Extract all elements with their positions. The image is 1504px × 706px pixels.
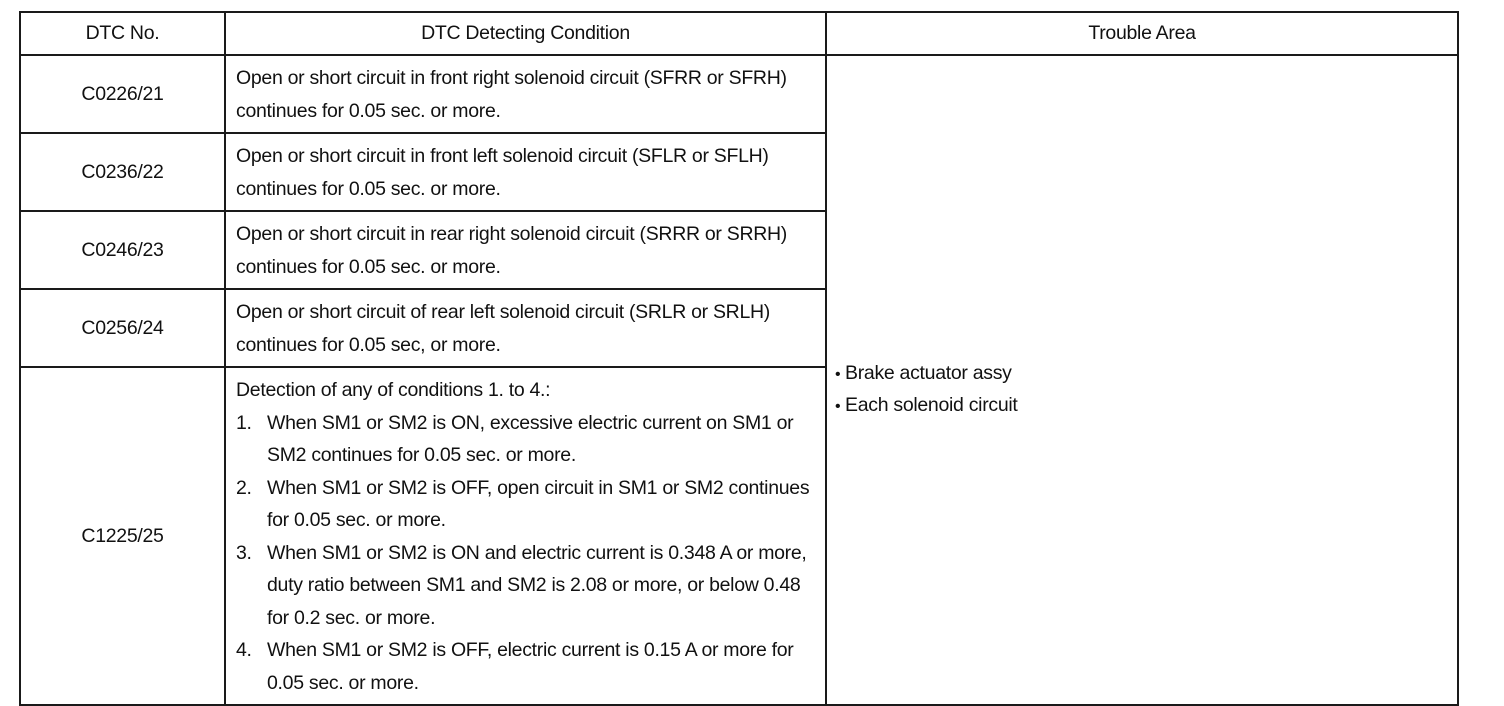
dtc-code: C0236/22 bbox=[20, 133, 225, 211]
condition-list bbox=[236, 407, 815, 700]
condition-number: 1. bbox=[236, 411, 252, 434]
header-trouble-area: Trouble Area bbox=[826, 12, 1458, 55]
trouble-area-list bbox=[835, 358, 1451, 422]
trouble-area-item bbox=[835, 390, 1451, 422]
trouble-area-cell bbox=[826, 55, 1458, 705]
trouble-area-item-label: Brake actuator assy bbox=[845, 362, 1012, 384]
condition-text: When SM1 or SM2 is ON, excessive electric current on SM1 or SM2 continues for 0.05 sec. or more. bbox=[267, 411, 794, 466]
condition-item bbox=[236, 537, 815, 635]
condition-item bbox=[236, 407, 815, 472]
header-detecting-condition: DTC Detecting Condition bbox=[225, 12, 826, 55]
condition-number: 3. bbox=[236, 541, 252, 564]
condition-text: When SM1 or SM2 is OFF, electric current is 0.15 A or more for 0.05 sec. or more. bbox=[267, 639, 794, 694]
detecting-condition: Open or short circuit of rear left solenoid circuit (SRLR or SRLH) continues for 0.05 sec, or more. bbox=[225, 289, 826, 367]
dtc-code: C0226/21 bbox=[20, 55, 225, 133]
condition-text: When SM1 or SM2 is OFF, open circuit in SM1 or SM2 continues for 0.05 sec. or more. bbox=[267, 476, 810, 531]
header-dtc-no: DTC No. bbox=[20, 12, 225, 55]
trouble-area-item-label: Each solenoid circuit bbox=[845, 394, 1018, 416]
bullet-icon: • bbox=[835, 398, 841, 415]
condition-number: 2. bbox=[236, 476, 252, 499]
detecting-condition: Open or short circuit in front right solenoid circuit (SFRR or SFRH) continues for 0.05 sec. or more. bbox=[225, 55, 826, 133]
condition-number: 4. bbox=[236, 639, 252, 661]
table-row bbox=[20, 55, 1458, 133]
dtc-code: C1225/25 bbox=[20, 367, 225, 705]
table-header-row bbox=[20, 12, 1458, 55]
condition-intro: Detection of any of conditions 1. to 4.: bbox=[236, 379, 551, 401]
trouble-area-item bbox=[835, 358, 1451, 390]
condition-item bbox=[236, 634, 815, 699]
condition-item bbox=[236, 472, 815, 537]
dtc-code: C0246/23 bbox=[20, 211, 225, 289]
bullet-icon: • bbox=[835, 366, 841, 383]
dtc-table bbox=[19, 11, 1459, 706]
condition-text: When SM1 or SM2 is ON and electric current is 0.348 A or more, duty ratio between SM1 and SM2 is 2.08 or more, or below 0.48 for 0.2 sec. or more. bbox=[267, 541, 807, 629]
dtc-code: C0256/24 bbox=[20, 289, 225, 367]
detecting-condition bbox=[225, 367, 826, 705]
detecting-condition: Open or short circuit in rear right solenoid circuit (SRRR or SRRH) continues for 0.05 sec. or more. bbox=[225, 211, 826, 289]
detecting-condition: Open or short circuit in front left solenoid circuit (SFLR or SFLH) continues for 0.05 sec. or more. bbox=[225, 133, 826, 211]
